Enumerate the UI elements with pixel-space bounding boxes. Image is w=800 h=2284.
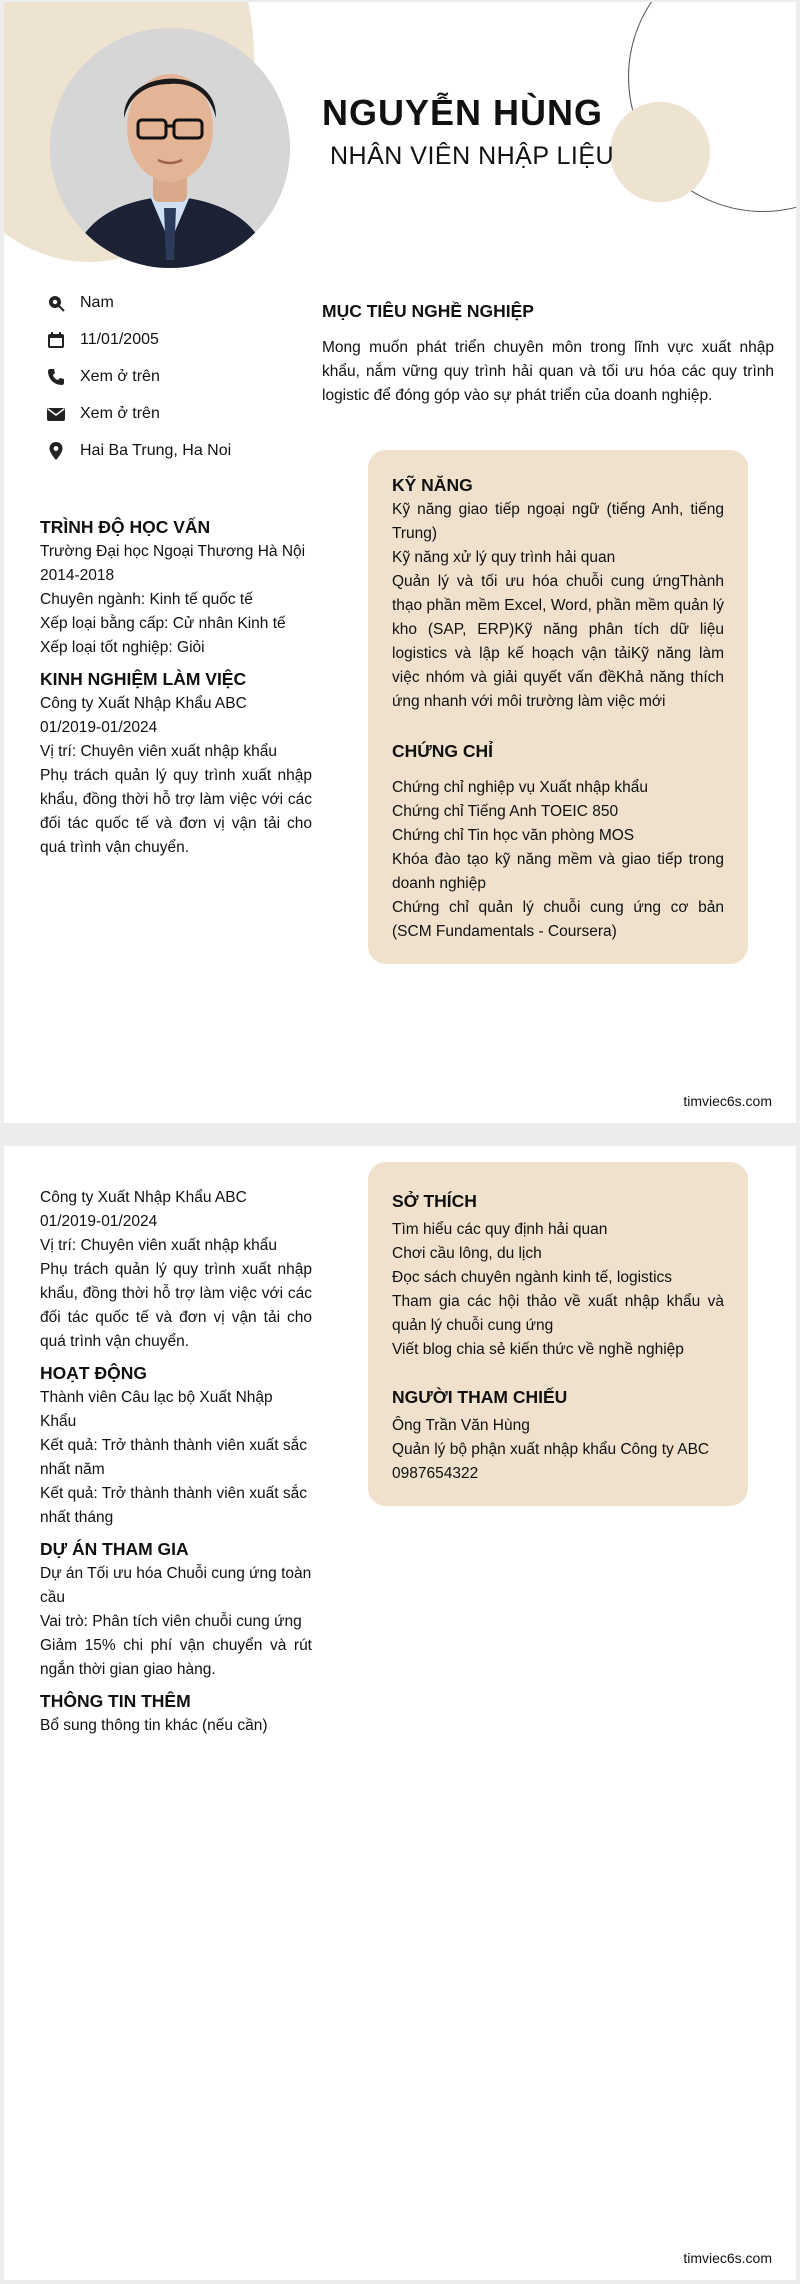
birthday-value: 11/01/2005 bbox=[80, 330, 159, 348]
education-heading: TRÌNH ĐỘ HỌC VẤN bbox=[40, 517, 211, 537]
activity-item: Kết quả: Trở thành thành viên xuất sắc nhất năm bbox=[40, 1437, 307, 1478]
contact-address bbox=[46, 432, 306, 469]
certificate-item: Chứng chỉ Tin học văn phòng MOS bbox=[392, 827, 635, 844]
cv-page-1 bbox=[4, 2, 796, 1123]
certificate-item: Chứng chỉ nghiệp vụ Xuất nhập khẩu bbox=[392, 779, 648, 796]
hobbies-card bbox=[368, 1162, 748, 1506]
experience-company: Công ty Xuất Nhập Khẩu ABC bbox=[40, 695, 247, 712]
skill-item: Quản lý và tối ưu hóa chuỗi cung ứngThành thạo phần mềm Excel, Word, phần mềm quản lý kho (SAP, ERP)Kỹ năng phân tích dữ liệu logistics và lập kế hoạch vận tảiKỹ năng làm việc nhóm và giải quyết vấn đềKhả năng thích ứng nhanh với môi trường làm việc mới bbox=[392, 573, 724, 710]
email-value: Xem ở trên bbox=[80, 404, 160, 422]
education-grade: Xếp loại tốt nghiệp: Giỏi bbox=[40, 639, 205, 656]
experience-period: 01/2019-01/2024 bbox=[40, 719, 158, 736]
skills-heading: KỸ NĂNG bbox=[392, 475, 473, 495]
gender-value: Nam bbox=[80, 293, 114, 311]
job-title: NHÂN VIÊN NHẬP LIỆU bbox=[330, 142, 615, 170]
contact-list bbox=[46, 284, 306, 469]
objective-section bbox=[322, 298, 774, 408]
experience-company: Công ty Xuất Nhập Khẩu ABC bbox=[40, 1189, 247, 1206]
activity-item: Kết quả: Trở thành thành viên xuất sắc nhất tháng bbox=[40, 1485, 307, 1526]
cv-page-2 bbox=[4, 1146, 796, 2280]
experience-heading: KINH NGHIỆM LÀM VIỆC bbox=[40, 669, 247, 689]
education-period: 2014-2018 bbox=[40, 567, 115, 584]
contact-birthday bbox=[46, 321, 306, 358]
education-degree: Xếp loại bằng cấp: Cử nhân Kinh tế bbox=[40, 615, 286, 632]
reference-position: Quản lý bộ phận xuất nhập khẩu Công ty ABC bbox=[392, 1441, 710, 1458]
footer-brand: timviec6s.com bbox=[683, 2250, 772, 2266]
left-column-2 bbox=[40, 1186, 312, 1738]
left-column bbox=[40, 514, 312, 860]
calendar-icon bbox=[46, 330, 66, 350]
contact-phone bbox=[46, 358, 306, 395]
experience-description: Phụ trách quản lý quy trình xuất nhập khẩu, đồng thời hỗ trợ làm việc với các đối tác quốc tế và đơn vị vận tải cho quá trình vận chuyển. bbox=[40, 1261, 312, 1350]
project-item: Dự án Tối ưu hóa Chuỗi cung ứng toàn cầu bbox=[40, 1565, 312, 1606]
hobby-item: Tìm hiểu các quy định hải quan bbox=[392, 1221, 608, 1238]
projects-heading: DỰ ÁN THAM GIA bbox=[40, 1539, 189, 1559]
experience-position: Vị trí: Chuyên viên xuất nhập khẩu bbox=[40, 1237, 277, 1254]
additional-text: Bổ sung thông tin khác (nếu cần) bbox=[40, 1717, 268, 1734]
education-major: Chuyên ngành: Kinh tế quốc tế bbox=[40, 591, 253, 608]
gender-icon bbox=[46, 293, 66, 313]
hobby-item: Đọc sách chuyên ngành kinh tế, logistics bbox=[392, 1269, 673, 1286]
skill-item: Kỹ năng giao tiếp ngoại ngữ (tiếng Anh, tiếng Trung) bbox=[392, 501, 724, 542]
avatar bbox=[50, 28, 290, 268]
phone-icon bbox=[46, 367, 66, 387]
skill-item: Kỹ năng xử lý quy trình hải quan bbox=[392, 549, 616, 566]
experience-description: Phụ trách quản lý quy trình xuất nhập khẩu, đồng thời hỗ trợ làm việc với các đối tác quốc tế và đơn vị vận tải cho quá trình vận chuyển. bbox=[40, 767, 312, 856]
contact-gender bbox=[46, 284, 306, 321]
footer-brand: timviec6s.com bbox=[683, 1093, 772, 1109]
location-icon bbox=[46, 441, 66, 461]
hobby-item: Tham gia các hội thảo về xuất nhập khẩu và quản lý chuỗi cung ứng bbox=[392, 1293, 724, 1334]
education-school: Trường Đại học Ngoại Thương Hà Nội bbox=[40, 543, 306, 560]
experience-period: 01/2019-01/2024 bbox=[40, 1213, 158, 1230]
address-value: Hai Ba Trung, Ha Noi bbox=[80, 441, 232, 459]
project-item: Vai trò: Phân tích viên chuỗi cung ứng bbox=[40, 1613, 302, 1630]
experience-position: Vị trí: Chuyên viên xuất nhập khẩu bbox=[40, 743, 277, 760]
email-icon bbox=[46, 404, 66, 424]
certificate-item: Khóa đào tạo kỹ năng mềm và giao tiếp trong doanh nghiệp bbox=[392, 851, 724, 892]
project-item: Giảm 15% chi phí vận chuyển và rút ngắn thời gian giao hàng. bbox=[40, 1637, 312, 1678]
decorative-circle bbox=[610, 102, 710, 202]
reference-phone: 0987654322 bbox=[392, 1465, 479, 1482]
certificate-item: Chứng chỉ Tiếng Anh TOEIC 850 bbox=[392, 803, 619, 820]
phone-value: Xem ở trên bbox=[80, 367, 160, 385]
certificates-heading: CHỨNG CHỈ bbox=[392, 741, 494, 761]
candidate-name: NGUYỄN HÙNG bbox=[322, 92, 604, 133]
additional-heading: THÔNG TIN THÊM bbox=[40, 1691, 191, 1711]
reference-heading: NGƯỜI THAM CHIẾU bbox=[392, 1387, 568, 1407]
hobby-item: Chơi cầu lông, du lịch bbox=[392, 1245, 542, 1262]
reference-name: Ông Trần Văn Hùng bbox=[392, 1417, 530, 1434]
activity-item: Thành viên Câu lạc bộ Xuất Nhập Khẩu bbox=[40, 1389, 273, 1430]
hobbies-heading: SỞ THÍCH bbox=[392, 1191, 477, 1211]
objective-heading: MỤC TIÊU NGHỀ NGHIỆP bbox=[322, 301, 534, 321]
contact-email bbox=[46, 395, 306, 432]
skills-card bbox=[368, 450, 748, 964]
hobby-item: Viết blog chia sẻ kiến thức về nghề nghiệp bbox=[392, 1341, 684, 1358]
certificate-item: Chứng chỉ quản lý chuỗi cung ứng cơ bản (SCM Fundamentals - Coursera) bbox=[392, 899, 724, 940]
activities-heading: HOẠT ĐỘNG bbox=[40, 1363, 147, 1383]
objective-text: Mong muốn phát triển chuyên môn trong lĩnh vực xuất nhập khẩu, nắm vững quy trình hải quan và tối ưu hóa các quy trình logistic để đóng góp vào sự phát triển của doanh nghiệp. bbox=[322, 339, 774, 404]
